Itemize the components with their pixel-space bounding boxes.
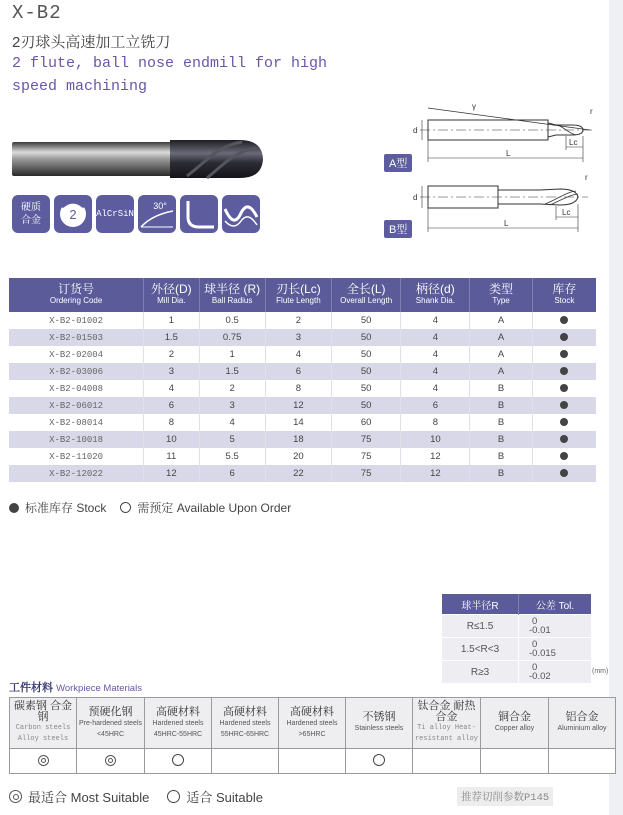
svg-text:d: d	[413, 193, 418, 202]
cell-stock	[532, 448, 596, 465]
tol-lower: -0.015	[529, 648, 556, 659]
cell-code: X-B2-04008	[9, 380, 144, 397]
table-row	[9, 312, 596, 329]
cell-type: B	[470, 414, 532, 431]
cell-code: X-B2-10018	[9, 431, 144, 448]
cell-code: X-B2-06012	[9, 397, 144, 414]
cell-code: X-B2-11020	[9, 448, 144, 465]
cell-type: B	[470, 380, 532, 397]
stock-filled-icon	[9, 503, 19, 513]
cell-r: 4	[199, 414, 265, 431]
product-title-en: 2 flute, ball nose endmill for high speed machining	[12, 55, 328, 95]
cell-d: 12	[401, 465, 470, 482]
cell-lc: 3	[265, 329, 331, 346]
tol-row	[442, 661, 591, 684]
stock-filled-icon	[560, 367, 568, 375]
col-flute-length: 刃长(Lc) Flute Length	[265, 278, 331, 312]
spec-table	[9, 278, 596, 482]
cell-d: 3	[144, 363, 199, 380]
workpiece-material-header	[77, 698, 145, 749]
suitable-icon	[172, 754, 184, 766]
suitability-legend	[9, 787, 263, 806]
cell-l: 75	[332, 465, 401, 482]
cell-d: 10	[144, 431, 199, 448]
material-name-en: Aluminium alloy	[557, 725, 607, 732]
cell-r: 3	[199, 397, 265, 414]
cell-r: 0.5	[199, 312, 265, 329]
material-name-en: Carbon steels Alloy steels	[15, 724, 71, 743]
cell-l: 50	[332, 346, 401, 363]
material-name-cn: 不锈钢	[362, 711, 396, 723]
svg-text:L: L	[506, 149, 511, 158]
workpiece-title: 工件材料 Workpiece Materials	[9, 682, 142, 694]
cell-d: 12	[144, 465, 199, 482]
stock-filled-icon	[560, 350, 568, 358]
svg-text:L: L	[504, 219, 509, 228]
tol-row	[442, 638, 591, 661]
cell-d: 1	[144, 312, 199, 329]
cell-r: 1.5	[199, 363, 265, 380]
tol-col-radius: 球半径R	[442, 594, 519, 615]
table-row	[9, 380, 596, 397]
technical-drawing	[380, 100, 610, 245]
workpiece-suitability	[279, 749, 346, 774]
tol-value	[519, 638, 592, 661]
col-overall-length: 全长(L) Overall Length	[332, 278, 401, 312]
carbide-material-icon: 硬质合金	[12, 195, 50, 233]
cell-r: 5	[199, 431, 265, 448]
tol-value	[519, 615, 592, 638]
suitable-icon	[167, 790, 180, 803]
cell-stock	[532, 329, 596, 346]
table-row	[9, 363, 596, 380]
material-name-cn: 铝合金	[565, 711, 599, 723]
cell-l: 50	[332, 397, 401, 414]
cell-type: B	[470, 431, 532, 448]
cell-lc: 2	[265, 312, 331, 329]
stock-legend	[9, 499, 291, 516]
cell-stock	[532, 380, 596, 397]
cell-l: 75	[332, 448, 401, 465]
product-code: X-B2	[12, 2, 62, 24]
cell-d: 8	[401, 414, 470, 431]
cell-stock	[532, 414, 596, 431]
tol-row	[442, 615, 591, 638]
tol-range: 1.5<R<3	[442, 638, 519, 661]
cell-code: X-B2-08014	[9, 414, 144, 431]
workpiece-suitability	[481, 749, 549, 774]
cell-r: 5.5	[199, 448, 265, 465]
col-mill-dia: 外径(D) Mill Dia.	[144, 278, 199, 312]
type-b-badge: B型	[384, 220, 412, 238]
svg-text:2: 2	[69, 207, 77, 222]
ball-nose-profile-icon	[180, 195, 218, 233]
workpiece-material-header	[549, 698, 616, 749]
cell-d: 6	[144, 397, 199, 414]
stock-filled-icon	[560, 333, 568, 341]
workpiece-material-header	[145, 698, 212, 749]
workpiece-suitability	[10, 749, 77, 774]
stock-filled-icon	[560, 384, 568, 392]
table-row	[9, 448, 596, 465]
material-name-cn: 铜合金	[498, 711, 531, 723]
col-type: 类型 Type	[470, 278, 532, 312]
workpiece-suitability	[145, 749, 212, 774]
cell-type: A	[470, 346, 532, 363]
most-suitable-icon	[38, 755, 49, 766]
stock-filled-icon	[560, 452, 568, 460]
material-name-cn: 高硬材料	[156, 705, 200, 718]
coating-icon: AlCrSiN	[96, 195, 134, 233]
cell-d: 8	[144, 414, 199, 431]
material-name-cn: 预硬化钢	[88, 705, 133, 718]
cell-d: 4	[401, 329, 470, 346]
material-name-en: Copper alloy	[494, 725, 535, 732]
cell-lc: 8	[265, 380, 331, 397]
cell-stock	[532, 346, 596, 363]
table-row	[9, 465, 596, 482]
cell-code: X-B2-12022	[9, 465, 144, 482]
svg-text:d: d	[413, 126, 418, 135]
workpiece-suitability	[212, 749, 279, 774]
cell-type: A	[470, 312, 532, 329]
order-open-icon	[120, 502, 131, 513]
workpiece-suitability	[346, 749, 413, 774]
table-row	[9, 414, 596, 431]
cell-code: X-B2-01503	[9, 329, 144, 346]
cell-stock	[532, 363, 596, 380]
tol-lower: -0.02	[529, 671, 551, 682]
stock-filled-icon	[560, 316, 568, 324]
cell-l: 60	[332, 414, 401, 431]
workpiece-material-header	[346, 698, 413, 749]
col-ordering-code: 订货号 Ordering Code	[9, 278, 144, 312]
material-name-cn: 碳素钢 合金钢	[13, 700, 73, 723]
col-ball-radius: 球半径 (R) Ball Radius	[199, 278, 265, 312]
cell-d: 4	[401, 363, 470, 380]
material-name-en: Pre-hardened steels <45HRC	[78, 719, 143, 738]
most-suitable-icon	[105, 755, 116, 766]
helix-angle-icon	[138, 195, 176, 233]
endmill-photo	[12, 136, 264, 187]
tol-lower: -0.01	[529, 625, 551, 636]
cell-stock	[532, 397, 596, 414]
cell-d: 2	[144, 346, 199, 363]
workpiece-material-header	[212, 698, 279, 749]
material-name-en: Hardened steels >65HRC	[286, 719, 338, 738]
page-edge-strip	[609, 0, 623, 815]
col-stock: 库存 Stock	[532, 278, 596, 312]
cell-l: 50	[332, 329, 401, 346]
table-row	[9, 397, 596, 414]
cell-l: 50	[332, 380, 401, 397]
svg-text:30°: 30°	[153, 201, 167, 211]
suitable-icon	[373, 754, 385, 766]
cell-code: X-B2-03006	[9, 363, 144, 380]
col-shank-dia: 柄径(d) Shank Dia.	[401, 278, 470, 312]
cell-d: 10	[401, 431, 470, 448]
material-name-cn: 高硬材料	[290, 705, 334, 718]
cell-type: B	[470, 448, 532, 465]
cell-code: X-B2-01002	[9, 312, 144, 329]
cell-d: 6	[401, 397, 470, 414]
most-suitable-label: 最适合 Most Suitable	[28, 790, 150, 805]
cell-r: 6	[199, 465, 265, 482]
stock-filled-icon	[560, 435, 568, 443]
cell-lc: 6	[265, 363, 331, 380]
material-name-en: Ti alloy Heat-resistant alloy	[414, 724, 478, 743]
svg-text:Lc: Lc	[562, 208, 571, 217]
spec-table-header	[9, 278, 596, 312]
tol-value	[519, 661, 592, 684]
tol-upper: 0	[532, 616, 538, 627]
cell-lc: 18	[265, 431, 331, 448]
workpiece-table	[9, 697, 616, 774]
tol-upper: 0	[532, 639, 538, 650]
most-suitable-icon	[9, 790, 22, 803]
cell-type: A	[470, 363, 532, 380]
tol-range: R≥3	[442, 661, 519, 684]
workpiece-suitability	[77, 749, 145, 774]
type-a-badge: A型	[384, 154, 412, 172]
unit-label: (mm)	[592, 668, 609, 675]
cell-l: 75	[332, 431, 401, 448]
material-name-cn: 钛合金 耐热合金	[417, 700, 476, 723]
stock-filled-icon	[560, 418, 568, 426]
svg-text:r: r	[585, 173, 588, 182]
cell-d: 4	[144, 380, 199, 397]
stock-standard-label: 标准库存 Stock	[25, 501, 107, 515]
cell-stock	[532, 431, 596, 448]
workpiece-suitability	[413, 749, 481, 774]
table-row	[9, 346, 596, 363]
cell-code: X-B2-02004	[9, 346, 144, 363]
workpiece-suitability	[549, 749, 616, 774]
cell-r: 1	[199, 346, 265, 363]
workpiece-material-header	[413, 698, 481, 749]
wave-profile-icon	[222, 195, 260, 233]
workpiece-material-header	[279, 698, 346, 749]
cell-type: B	[470, 465, 532, 482]
cell-d: 11	[144, 448, 199, 465]
cell-lc: 14	[265, 414, 331, 431]
cell-l: 50	[332, 312, 401, 329]
suitable-label: 适合 Suitable	[186, 790, 263, 805]
product-title-cn: 2刃球头高速加工立铣刀	[12, 34, 171, 51]
cell-type: B	[470, 397, 532, 414]
svg-text:γ: γ	[472, 102, 476, 111]
tol-upper: 0	[532, 662, 538, 673]
two-flute-icon	[54, 195, 92, 233]
table-row	[9, 329, 596, 346]
stock-order-label: 需预定 Available Upon Order	[137, 501, 292, 515]
cell-stock	[532, 312, 596, 329]
tol-range: R≤1.5	[442, 615, 519, 638]
cell-d: 4	[401, 312, 470, 329]
cell-type: A	[470, 329, 532, 346]
svg-text:Lc: Lc	[569, 138, 578, 147]
tol-col-tolerance: 公差 Tol.	[519, 594, 592, 615]
cell-lc: 20	[265, 448, 331, 465]
material-name-cn: 高硬材料	[223, 705, 267, 718]
cell-lc: 4	[265, 346, 331, 363]
cell-r: 2	[199, 380, 265, 397]
table-row	[9, 431, 596, 448]
workpiece-material-header	[10, 698, 77, 749]
cell-l: 50	[332, 363, 401, 380]
cell-d: 1.5	[144, 329, 199, 346]
cell-stock	[532, 465, 596, 482]
cell-lc: 22	[265, 465, 331, 482]
workpiece-material-header	[481, 698, 549, 749]
material-name-en: Hardened steels 45HRC-55HRC	[152, 719, 204, 738]
material-name-en: Hardened steels 55HRC-65HRC	[219, 719, 271, 738]
cutting-params-reference[interactable]: 推荐切削参数P145	[457, 787, 553, 806]
feature-chips	[12, 195, 260, 233]
stock-filled-icon	[560, 401, 568, 409]
cell-d: 4	[401, 346, 470, 363]
cell-lc: 12	[265, 397, 331, 414]
stock-filled-icon	[560, 469, 568, 477]
svg-text:r: r	[590, 107, 593, 116]
tolerance-table	[442, 594, 591, 683]
material-name-en: Stainless steels	[354, 725, 404, 732]
cell-d: 12	[401, 448, 470, 465]
cell-r: 0.75	[199, 329, 265, 346]
cell-d: 4	[401, 380, 470, 397]
